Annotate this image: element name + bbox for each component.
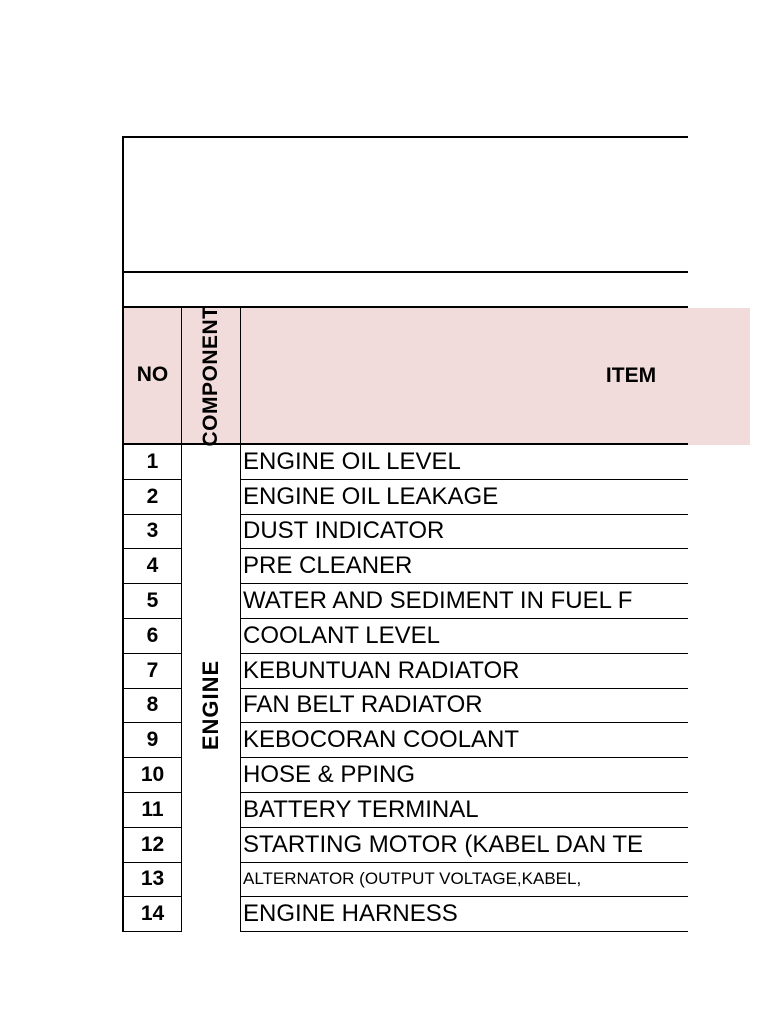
table-row <box>122 619 688 654</box>
table-row <box>122 654 688 689</box>
row-number: 9 <box>122 723 182 758</box>
table-row <box>122 584 688 619</box>
row-item: ENGINE OIL LEVEL <box>241 445 688 480</box>
row-number: 13 <box>122 863 182 898</box>
table-row <box>122 863 688 898</box>
row-number: 5 <box>122 584 182 619</box>
table-row <box>122 689 688 724</box>
title-block <box>122 136 688 273</box>
table-row <box>122 897 688 932</box>
row-item: KEBUNTUAN RADIATOR <box>241 654 688 689</box>
row-number: 6 <box>122 619 182 654</box>
row-number: 8 <box>122 689 182 724</box>
header-no-label: NO <box>136 363 169 386</box>
row-item: WATER AND SEDIMENT IN FUEL F <box>241 584 688 619</box>
row-number: 3 <box>122 515 182 550</box>
header-item-label: ITEM <box>605 364 657 387</box>
table-row <box>122 793 688 828</box>
row-item: COOLANT LEVEL <box>241 619 688 654</box>
row-item: ENGINE OIL LEAKAGE <box>241 480 688 515</box>
sub-header-row <box>122 273 688 308</box>
row-item: ENGINE HARNESS <box>241 897 688 932</box>
table-row <box>122 515 688 550</box>
row-item: DUST INDICATOR <box>241 515 688 550</box>
row-item: HOSE & PPING <box>241 758 688 793</box>
row-item: PRE CLEANER <box>241 549 688 584</box>
table-body <box>122 445 688 932</box>
row-number: 12 <box>122 828 182 863</box>
row-item: BATTERY TERMINAL <box>241 793 688 828</box>
row-number: 14 <box>122 897 182 932</box>
row-number: 4 <box>122 549 182 584</box>
row-item: STARTING MOTOR (KABEL DAN TE <box>241 828 688 863</box>
component-group-engine: ENGINE <box>198 659 223 751</box>
row-number: 1 <box>122 445 182 480</box>
header-component-label: COMPONENT <box>199 305 222 447</box>
row-number: 7 <box>122 654 182 689</box>
header-no <box>122 307 182 445</box>
table-row <box>122 758 688 793</box>
row-number: 2 <box>122 480 182 515</box>
row-item: ALTERNATOR (OUTPUT VOLTAGE,KABEL, <box>241 863 688 898</box>
table-row <box>122 828 688 863</box>
row-item: KEBOCORAN COOLANT <box>241 723 688 758</box>
row-number: 10 <box>122 758 182 793</box>
table-row <box>122 480 688 515</box>
row-number: 11 <box>122 793 182 828</box>
table-row <box>122 445 688 480</box>
table-row <box>122 549 688 584</box>
row-item: FAN BELT RADIATOR <box>241 689 688 724</box>
table-row <box>122 723 688 758</box>
